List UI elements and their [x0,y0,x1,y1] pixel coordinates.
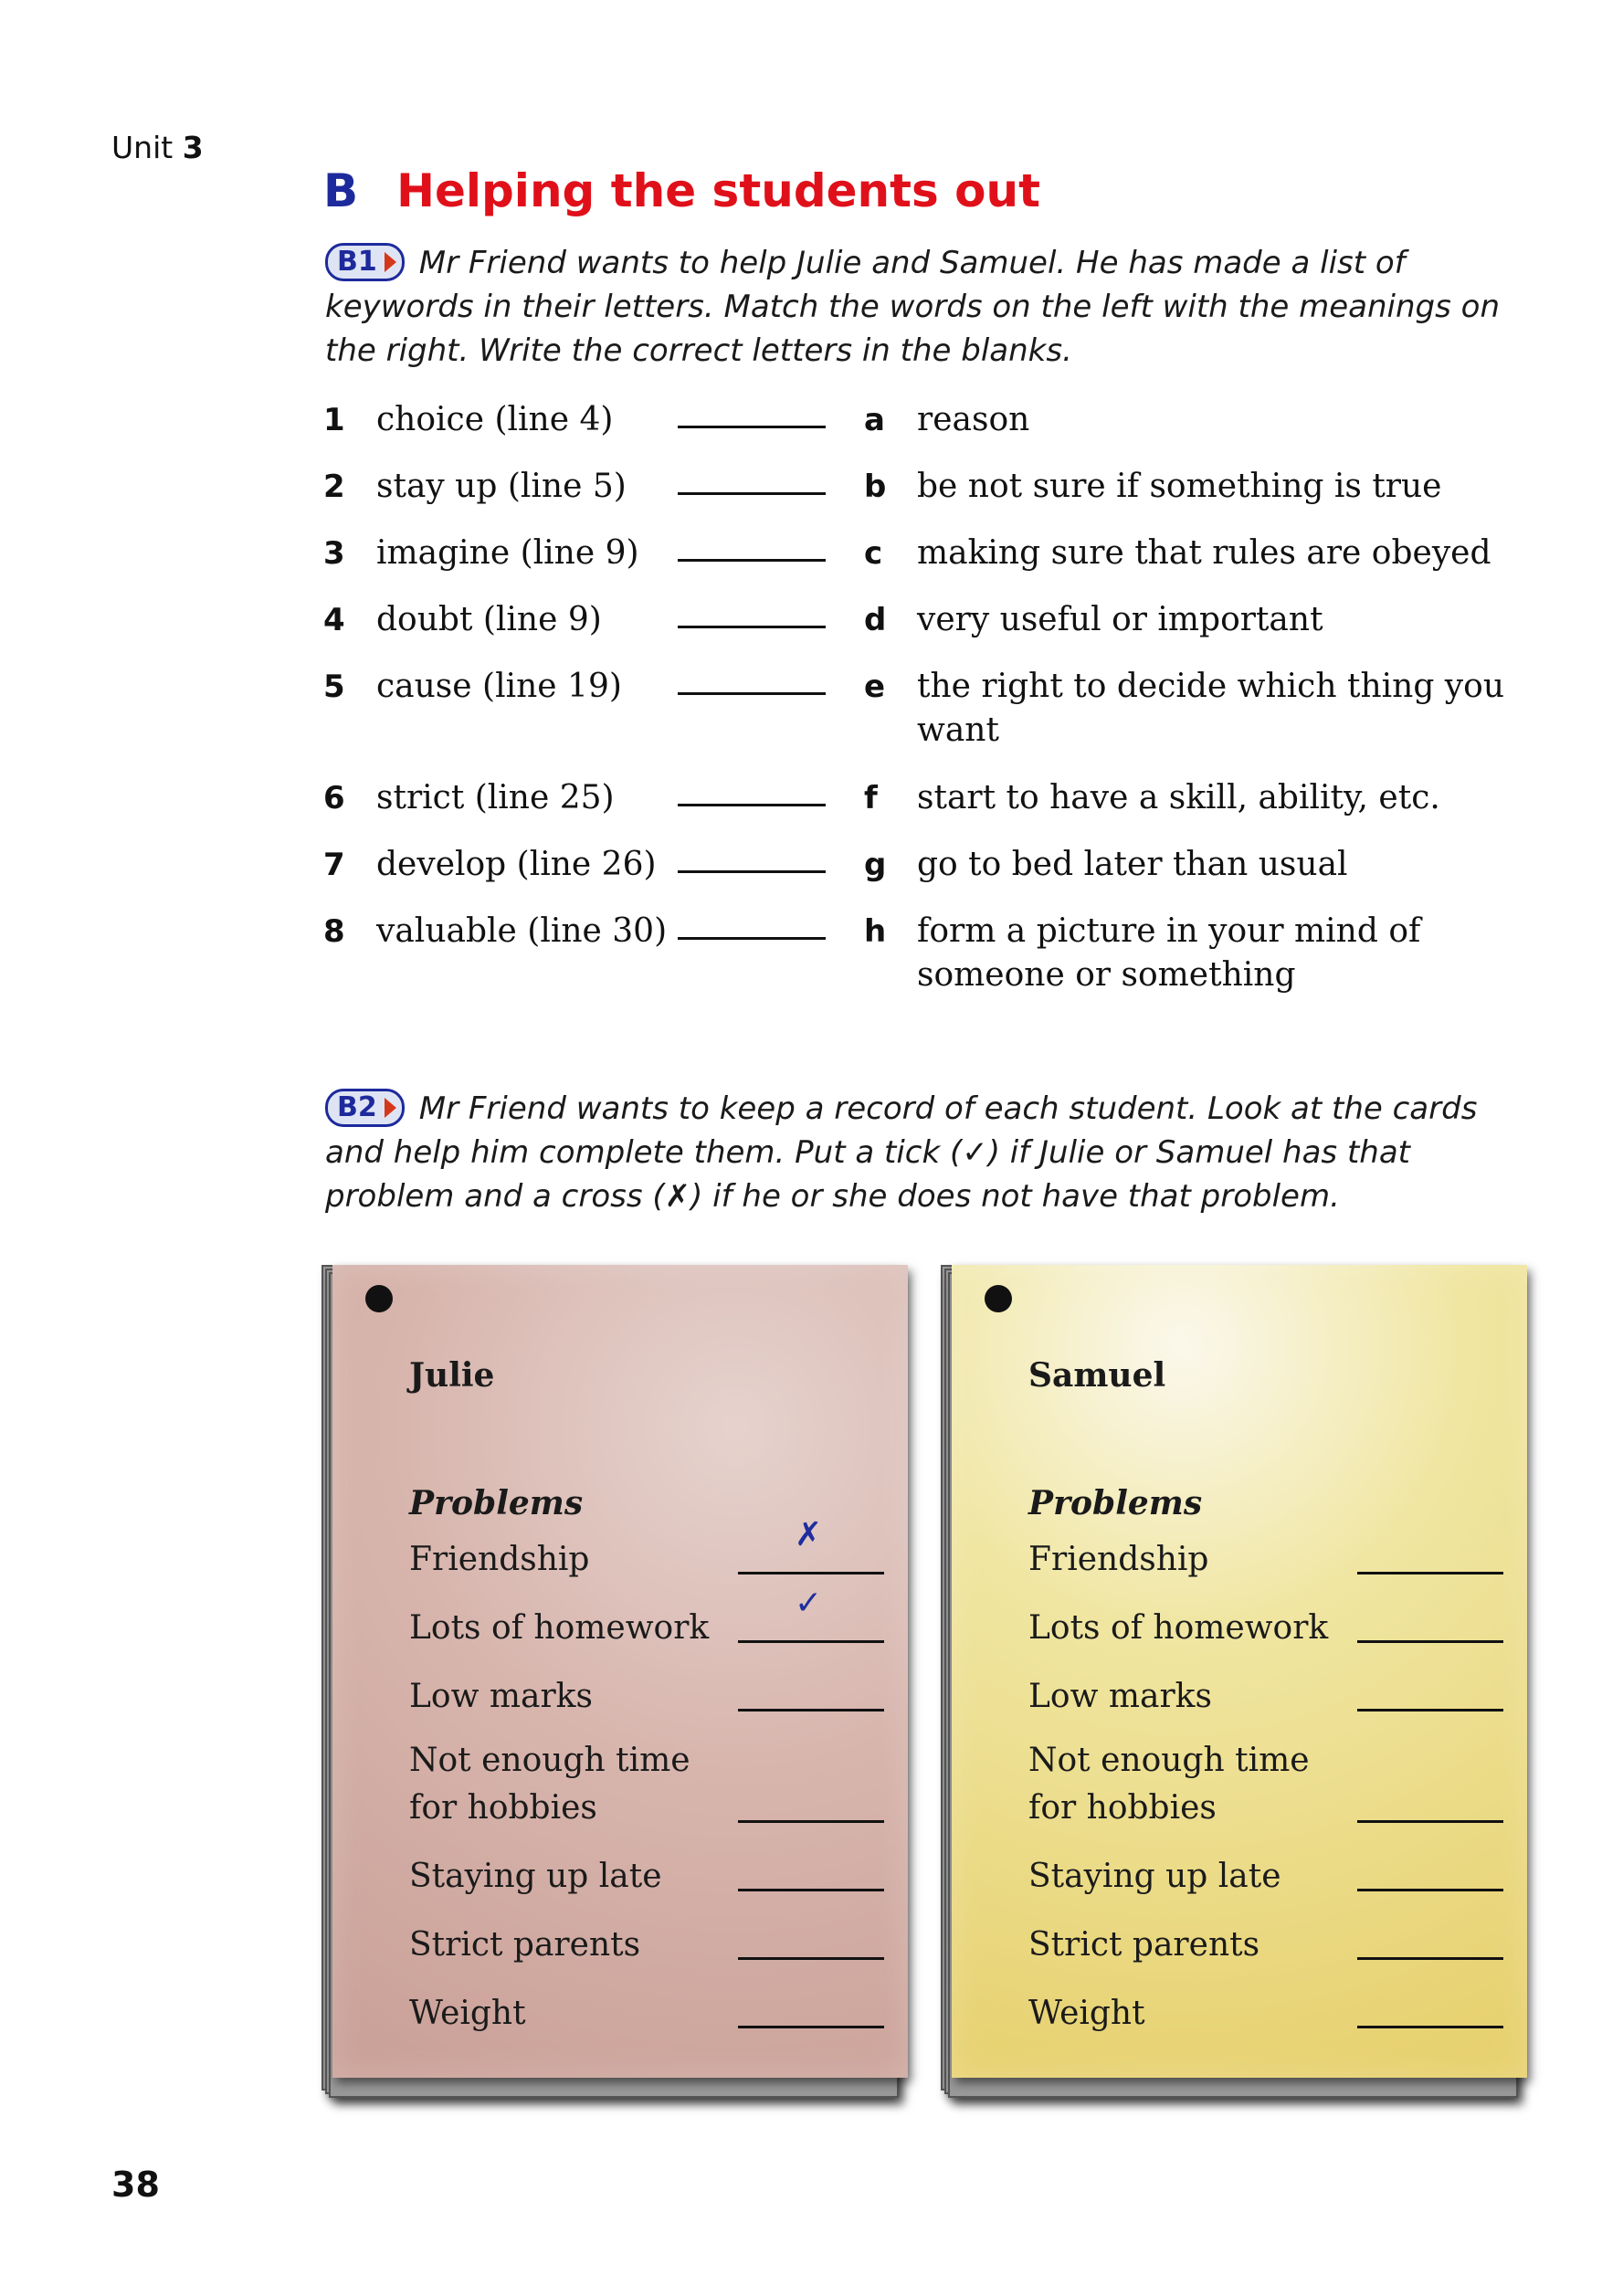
item-number: 6 [323,780,345,816]
keyword: doubt (line 9) [376,601,602,638]
keyword: develop (line 26) [376,846,657,883]
play-arrow-icon [385,1098,396,1118]
section-letter: B [323,164,359,217]
item-number: 8 [323,913,345,950]
answer-blank[interactable] [678,910,826,940]
problem-label: Staying up late [409,1858,662,1895]
problem-blank[interactable] [738,1985,884,2028]
problem-label: Not enough time for hobbies [409,1742,690,1827]
answer-blank[interactable] [678,398,826,428]
match-row [323,598,1529,665]
problems-heading: Problems [1028,1484,1203,1522]
item-number: 2 [323,469,345,505]
meaning-letter: g [864,847,887,883]
problem-label: Lots of homework [1028,1609,1329,1647]
problem-blank[interactable] [738,1585,884,1643]
problem-blank[interactable] [738,1917,884,1960]
problem-item [1028,1600,1503,1652]
problem-item [409,1669,884,1721]
problem-item [1028,1985,1503,2038]
problem-blank[interactable] [738,1848,884,1891]
b1-badge: B1 [325,243,405,281]
problem-blank[interactable] [1357,1917,1503,1960]
problem-label: Not enough time for hobbies [1028,1742,1310,1827]
problem-item [409,1516,884,1584]
problem-label: Weight [409,1995,526,2032]
meaning: go to bed later than usual [917,846,1348,883]
answer-blank[interactable] [678,776,826,806]
problem-item [1028,1532,1503,1584]
keyword: choice (line 4) [376,401,614,438]
tick-mark: ✓ [795,1585,823,1622]
card-face [952,1265,1527,2078]
meaning-letter: e [864,669,886,705]
problem-item [409,1848,884,1901]
problem-item [1028,1848,1503,1901]
answer-blank[interactable] [678,465,826,495]
meaning-letter: d [864,602,887,638]
meaning-letter: f [864,780,878,816]
keyword: stay up (line 5) [376,468,627,505]
b1-instruction-block [325,241,1531,373]
problem-item [409,1585,884,1652]
keyword: strict (line 25) [376,779,615,816]
punch-hole-icon [365,1285,393,1312]
punch-hole-icon [985,1285,1012,1312]
play-arrow-icon [385,252,396,272]
problem-label: Strict parents [1028,1926,1260,1964]
keyword: imagine (line 9) [376,534,639,572]
item-number: 7 [323,847,345,883]
b2-instruction-block [325,1087,1512,1218]
matching-exercise [323,398,1529,1001]
answer-blank[interactable] [678,598,826,628]
answer-blank[interactable] [678,532,826,562]
keyword: cause (line 19) [376,668,622,705]
problem-item [409,1917,884,1969]
meaning-letter: b [864,469,887,505]
meaning: reason [917,401,1030,438]
item-number: 3 [323,535,345,572]
section-heading [323,164,1040,217]
problem-blank[interactable] [1357,1985,1503,2028]
card-student-name: Julie [409,1356,495,1395]
match-row [323,465,1529,532]
problem-blank[interactable] [1357,1600,1503,1643]
meaning: form a picture in your mind of someone or something [917,912,1421,994]
meaning-letter: c [864,535,883,572]
answer-blank[interactable] [678,665,826,695]
unit-number: 3 [182,130,204,165]
cross-mark: ✗ [795,1516,823,1553]
section-title: Helping the students out [396,164,1041,217]
problems-heading: Problems [409,1484,584,1522]
meaning: be not sure if something is true [917,468,1442,505]
page-number: 38 [111,2164,160,2205]
problem-item [409,1737,884,1832]
item-number: 4 [323,602,345,638]
problem-label: Lots of homework [409,1609,710,1647]
problem-label: Low marks [409,1678,593,1715]
b2-badge: B2 [325,1089,405,1127]
problem-item [1028,1917,1503,1969]
samuel-card [941,1265,1525,2096]
problem-blank[interactable] [738,1516,884,1575]
problem-item [1028,1669,1503,1721]
match-row [323,776,1529,843]
item-number: 1 [323,402,345,438]
problem-label: Weight [1028,1995,1145,2032]
meaning: very useful or important [917,601,1323,638]
julie-card [321,1265,906,2096]
b2-instruction: Mr Friend wants to keep a record of each student. Look at the cards and help him complete them. Put a tick (✓) if Julie or Samuel has that problem and a cross (✗) if he or she does not have that problem. [325,1090,1478,1215]
meaning-letter: a [864,402,885,438]
card-student-name: Samuel [1028,1356,1166,1395]
problem-blank[interactable] [1357,1532,1503,1575]
answer-blank[interactable] [678,843,826,873]
problem-blank[interactable] [1357,1848,1503,1891]
problem-blank[interactable] [1357,1780,1503,1823]
match-row [323,910,1529,1001]
problem-label: Staying up late [1028,1858,1281,1895]
problem-label: Low marks [1028,1678,1212,1715]
problem-item [1028,1737,1503,1832]
match-row [323,843,1529,910]
item-number: 5 [323,669,345,705]
meaning-letter: h [864,913,887,950]
problem-item [409,1985,884,2038]
problem-blank[interactable] [738,1780,884,1823]
match-row [323,665,1529,776]
b1-instruction: Mr Friend wants to help Julie and Samuel. He has made a list of keywords in their letters. Match the words on the left with the meanings on the right. Write the correct letters in the blanks. [325,245,1501,369]
problem-blank[interactable] [738,1669,884,1711]
unit-label: Unit 3 [111,130,204,165]
card-face [332,1265,908,2078]
meaning: start to have a skill, ability, etc. [917,779,1440,816]
problem-label: Friendship [1028,1541,1209,1578]
keyword: valuable (line 30) [376,912,668,950]
problem-label: Friendship [409,1541,590,1578]
problem-blank[interactable] [1357,1669,1503,1711]
problem-label: Strict parents [409,1926,641,1964]
match-row [323,398,1529,465]
meaning: the right to decide which thing you want [917,668,1505,749]
meaning: making sure that rules are obeyed [917,534,1491,572]
match-row [323,532,1529,598]
